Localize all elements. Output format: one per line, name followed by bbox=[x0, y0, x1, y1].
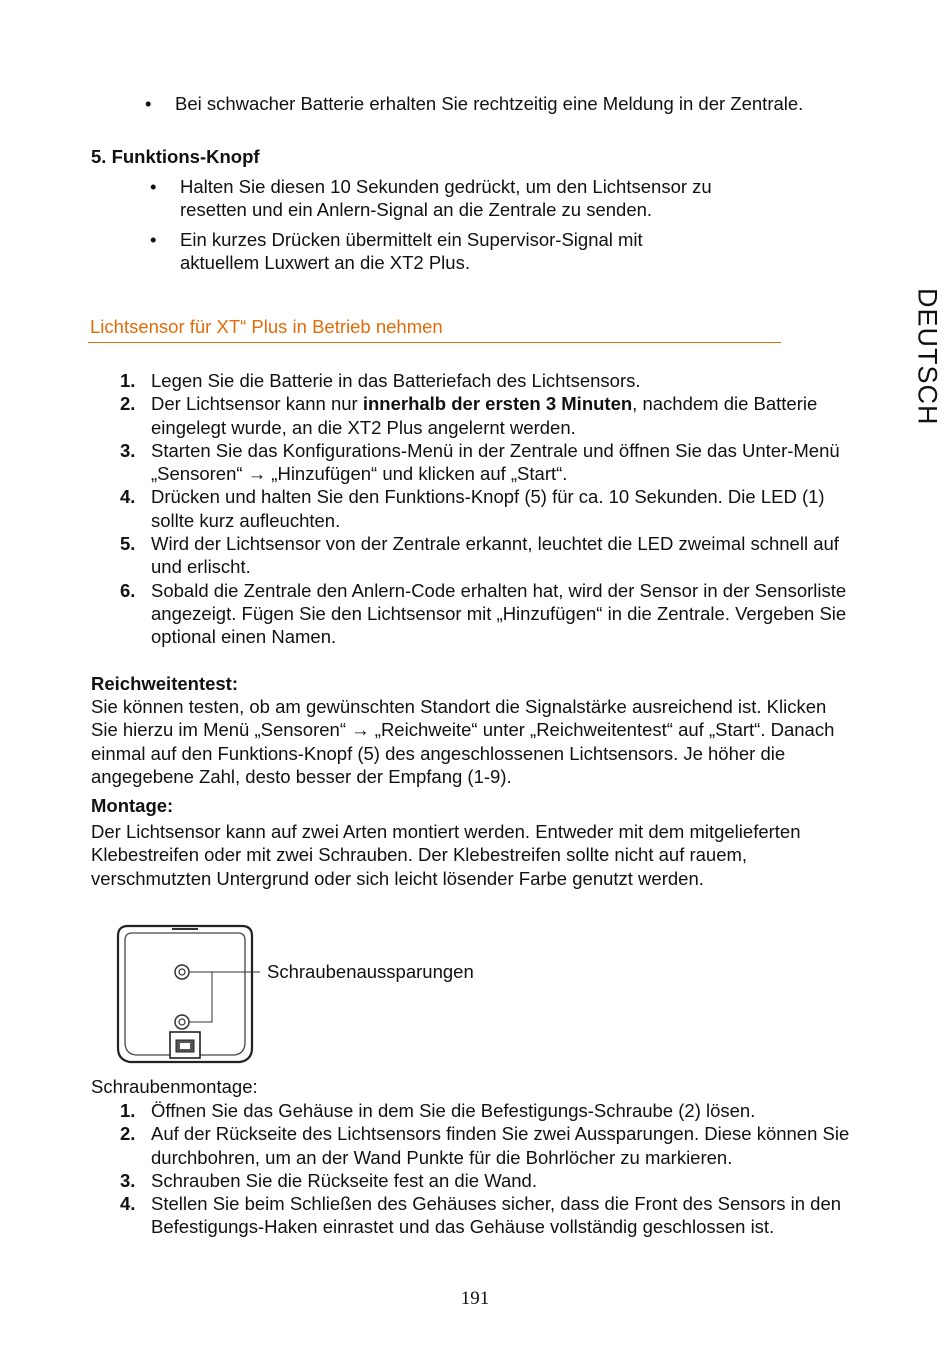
figure-label-screw-recesses: Schraubenaussparungen bbox=[267, 961, 474, 982]
bullet-icon: • bbox=[150, 228, 157, 250]
language-label: DEUTSCH bbox=[912, 288, 943, 426]
step-number: 4. bbox=[120, 486, 136, 508]
funktions-knopf-bullets bbox=[150, 175, 720, 274]
step-text: Legen Sie die Batterie in das Batteriefach des Lichtsensors. bbox=[151, 370, 641, 391]
step-text: Sobald die Zentrale den Anlern-Code erhalten hat, wird der Sensor in der Sensorliste angezeigt. Fügen Sie den Lichtsensor mit „Hinzufügen“ in die Zentrale. Vergeben Sie optional einen Namen. bbox=[151, 579, 847, 648]
top-bullet-list bbox=[145, 92, 815, 115]
list-item bbox=[120, 579, 871, 649]
section-heading-funktions-knopf: 5. Funktions-Knopf bbox=[91, 146, 260, 167]
screw-mount-steps bbox=[120, 1099, 871, 1239]
step-text: Wird der Lichtsensor von der Zentrale erkannt, leuchtet die LED zweimal schnell auf und erlischt. bbox=[151, 533, 839, 578]
step-number: 1. bbox=[120, 1100, 136, 1121]
step-number: 4. bbox=[120, 1193, 136, 1215]
list-item bbox=[150, 175, 720, 222]
list-item bbox=[120, 439, 871, 486]
step-number: 2. bbox=[120, 393, 136, 415]
list-item bbox=[120, 1122, 871, 1169]
bullet-text: Bei schwacher Batterie erhalten Sie rechtzeitig eine Meldung in der Zentrale. bbox=[175, 93, 804, 114]
section-heading-schraubenmontage: Schraubenmontage: bbox=[91, 1076, 258, 1097]
section-heading-inbetriebnahme: Lichtsensor für XT“ Plus in Betrieb nehmen bbox=[90, 316, 443, 337]
page-number: 191 bbox=[460, 1288, 490, 1309]
bullet-icon: • bbox=[150, 176, 157, 197]
list-item bbox=[120, 369, 871, 392]
step-text: Auf der Rückseite des Lichtsensors finden Sie zwei Aussparungen. Diese können Sie durchbohren, um an der Wand Punkte für die Bohrlöcher zu markieren. bbox=[151, 1123, 850, 1168]
step-number: 3. bbox=[120, 1169, 136, 1191]
step-text: Drücken und halten Sie den Funktions-Knopf (5) für ca. 10 Sekunden. Die LED (1) sollte kurz aufleuchten. bbox=[151, 486, 825, 531]
step-text: Der Lichtsensor kann nur innerhalb der ersten 3 Minuten, nachdem die Batterie eingelegt wurde, an die XT2 Plus angelernt werden. bbox=[151, 393, 818, 438]
sensor-backplate-illustration bbox=[110, 920, 260, 1068]
step-number: 2. bbox=[120, 1123, 136, 1145]
bullet-icon: • bbox=[145, 93, 152, 114]
list-item bbox=[120, 1169, 871, 1192]
step-text: Starten Sie das Konfigurations-Menü in der Zentrale und öffnen Sie das Unter-Menü „Sensoren“ → „Hinzufügen“ und klicken auf „Start“. bbox=[151, 439, 840, 485]
bullet-text: Ein kurzes Drücken übermittelt ein Supervisor-Signal mit aktuellem Luxwert an die XT2 Plus. bbox=[180, 228, 643, 273]
step-text: Öffnen Sie das Gehäuse in dem Sie die Befestigungs-Schraube (2) lösen. bbox=[151, 1100, 756, 1121]
step-text: Schrauben Sie die Rückseite fest an die Wand. bbox=[151, 1169, 537, 1191]
list-item bbox=[150, 228, 720, 275]
mounting-paragraph: Der Lichtsensor kann auf zwei Arten montiert werden. Entweder mit dem mitgelieferten Klebestreifen oder mit zwei Schrauben. Der Klebestreifen sollte nicht auf rauem, verschmutzten Untergrund oder sich leicht lösender Farbe genutzt werden. bbox=[91, 821, 801, 889]
list-item bbox=[120, 532, 871, 579]
step-number: 3. bbox=[120, 439, 136, 461]
section-heading-reichweitentest: Reichweitentest: bbox=[91, 673, 239, 694]
language-sidebar bbox=[903, 288, 950, 448]
step-number: 1. bbox=[120, 370, 136, 391]
section-heading-montage: Montage: bbox=[91, 795, 174, 816]
list-item bbox=[120, 485, 871, 532]
step-number: 5. bbox=[120, 533, 136, 555]
list-item bbox=[120, 1192, 871, 1239]
list-item bbox=[120, 1099, 871, 1122]
range-test-paragraph: Sie können testen, ob am gewünschten Standort die Signalstärke ausreichend ist. Klicken Sie hierzu im Menü „Sensoren“ → „Reichweite“ unter „Reichweitentest“ auf „Start“. Danach einmal auf den Funktions-Knopf (5) des angeschlossenen Lichtsensors. Je höher die angegebene Zahl, desto besser der Empfang (1-9). bbox=[91, 696, 835, 787]
list-item bbox=[145, 92, 815, 115]
bullet-text: Halten Sie diesen 10 Sekunden gedrückt, um den Lichtsensor zu resetten und ein Anlern-Signal an die Zentrale zu senden. bbox=[180, 176, 712, 221]
step-number: 6. bbox=[120, 579, 136, 601]
install-steps bbox=[120, 369, 871, 649]
section-divider bbox=[88, 342, 781, 343]
list-item bbox=[120, 392, 871, 439]
step-text: Stellen Sie beim Schließen des Gehäuses sicher, dass die Front des Sensors in den Befestigungs-Haken einrastet und das Gehäuse vollständig geschlossen ist. bbox=[151, 1193, 842, 1238]
